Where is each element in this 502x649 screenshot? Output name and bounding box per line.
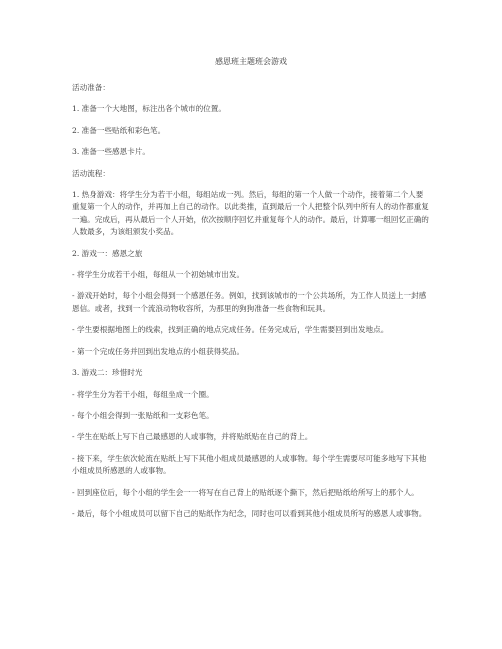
paragraph-prep-item-2: 2. 准备一些贴纸和彩色笔。	[72, 125, 166, 135]
paragraph-game1-step-1: - 将学生分成若干小组，每组从一个初始城市出发。	[72, 270, 245, 280]
paragraph-prep-item-1: 1. 准备一个大地图，标注出各个城市的位置。	[72, 104, 226, 114]
paragraph-process-heading: 活动流程：	[72, 168, 110, 178]
paragraph-game2-heading: 3. 游戏二：珍惜时光	[72, 368, 143, 378]
paragraph-game2-step-3: - 学生在贴纸上写下自己最感恩的人或事物，并将贴纸贴在自己的背上。	[72, 432, 313, 442]
paragraph-game2-step-4: - 接下来，学生依次轮流在贴纸上写下其他小组成员最感恩的人或事物。每个学生需要尽可能多地写下其他小组成员所感恩的人或事物。	[72, 453, 427, 476]
paragraph-game2-step-5: - 回到座位后，每个小组的学生会一一将写在自己背上的贴纸逐个撕下，然后把贴纸给所写上的那个人。	[72, 487, 419, 497]
paragraph-warmup-game: 1. 热身游戏：将学生分为若干小组，每组站成一列。然后，每组的第一个人做一个动作，接着第二个人要重复第一个人的动作，并再加上自己的动作。以此类推，直到最后一个人把整个队列中所有人的动作都重复一遍。完成后，再从最后一个人开始，依次按顺序回忆并重复每个人的动作。最后，计算哪一组回忆正确的人数最多，为该组颁发小奖品。	[72, 190, 429, 237]
document-title: 感恩班主题班会游戏	[215, 57, 287, 66]
paragraph-game1-step-4: - 第一个完成任务并回到出发地点的小组获得奖品。	[72, 346, 245, 356]
paragraph-game1-heading: 2. 游戏一：感恩之旅	[72, 248, 143, 258]
paragraph-game2-step-6: - 最后，每个小组成员可以留下自己的贴纸作为纪念，同时也可以看到其他小组成员所写的感恩人或事物。	[72, 508, 427, 518]
paragraph-game2-step-1: - 将学生分为若干小组，每组坐成一个圈。	[72, 389, 214, 399]
paragraph-game1-step-2: - 游戏开始时，每个小组会得到一个感恩任务。例如，找到该城市的一个公共场所，为工作人员送上一封感恩信。或者，找到一个流浪动物收容所，为那里的狗狗准备一些食物和玩具。	[72, 291, 427, 313]
paragraph-game2-step-2: - 每个小组会得到一张贴纸和一支彩色笔。	[72, 410, 214, 420]
paragraph-preparation-heading: 活动准备：	[72, 83, 110, 92]
paragraph-prep-item-3: 3. 准备一些感恩卡片。	[72, 147, 151, 157]
paragraph-game1-step-3: - 学生要根据地图上的线索，找到正确的地点完成任务。任务完成后，学生需要回到出发地点。	[72, 325, 389, 335]
